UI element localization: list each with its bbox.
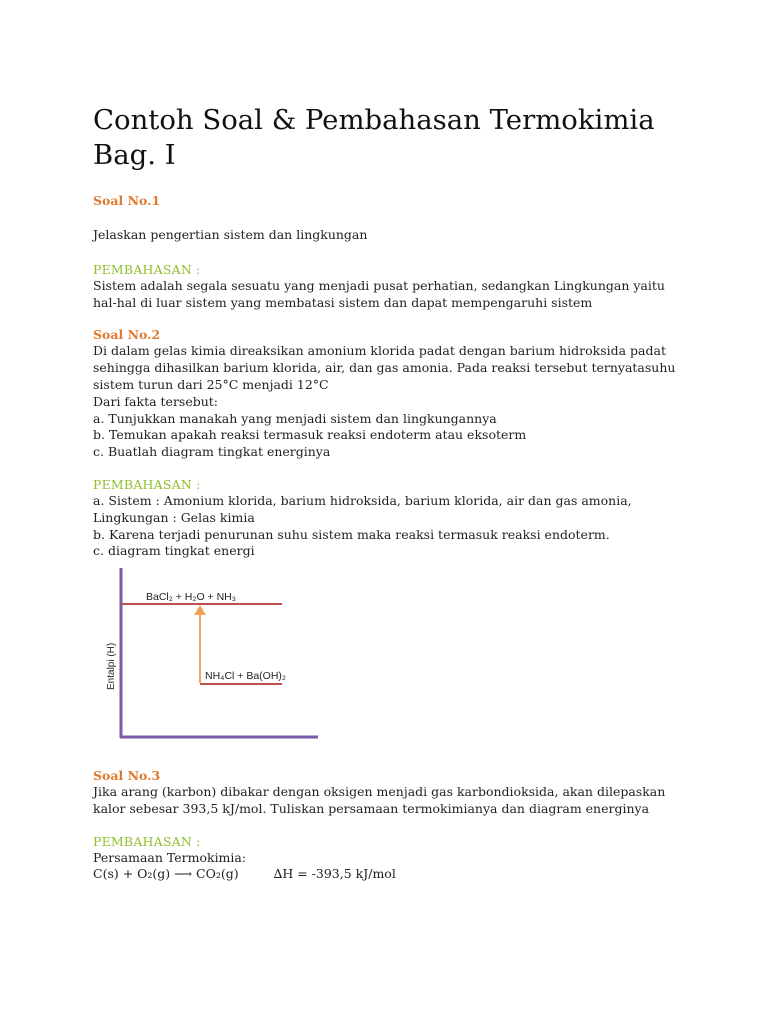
soal-2-line: Di dalam gelas kimia direaksikan amonium klorida padat dengan barium hidroksida padat <box>93 343 666 359</box>
soal-3-heading: Soal No.3 <box>93 768 161 783</box>
soal-3-line: kalor sebesar 393,5 kJ/mol. Tuliskan persamaan termokimianya dan diagram energinya <box>93 800 650 816</box>
thermochemical-equation <box>93 866 683 883</box>
soal-2-answer: c. diagram tingkat energi <box>93 543 255 559</box>
soal-2-answer: b. Karena terjadi penurunan suhu sistem maka reaksi termasuk reaksi endoterm. <box>93 526 610 542</box>
soal-2-line: c. Buatlah diagram tingkat energinya <box>93 444 331 460</box>
document-page <box>93 103 683 560</box>
equation-reaction: C(s) + O₂(g) ⟶ CO₂(g) <box>93 866 239 882</box>
product-label: BaCl₂ + H₂O + NH₃ <box>146 591 237 603</box>
arrow-head-icon <box>194 605 206 615</box>
y-axis-label: Entalpi (H) <box>106 642 117 690</box>
soal-2-line: sistem turun dari 25°C menjadi 12°C <box>93 376 329 392</box>
soal-1-answer: Sistem adalah segala sesuatu yang menjadi pusat perhatian, sedangkan Lingkungan yaitu hal-hal di luar sistem yang membatasi sistem dan dapat mempengaruhi sistem <box>93 277 665 310</box>
soal-3-pembahasan-heading: PEMBAHASAN : <box>93 833 201 849</box>
soal-3-section <box>93 768 683 883</box>
soal-1-question: Jelaskan pengertian sistem dan lingkungan <box>93 227 368 242</box>
soal-2-pembahasan-heading: PEMBAHASAN : <box>93 476 201 492</box>
energy-level-diagram <box>100 565 330 745</box>
soal-1-heading: Soal No.1 <box>93 193 161 208</box>
soal-2-answer: Lingkungan : Gelas kimia <box>93 509 255 525</box>
soal-2-heading: Soal No.2 <box>93 327 161 343</box>
reactant-label: NH₄Cl + Ba(OH)₂ <box>205 670 286 682</box>
soal-2-line: Dari fakta tersebut: <box>93 393 219 409</box>
soal-3-line: Jika arang (karbon) dibakar dengan oksigen menjadi gas karbondioksida, akan dilepaskan <box>93 784 666 799</box>
soal-2-line: b. Temukan apakah reaksi termasuk reaksi endoterm atau eksoterm <box>93 427 527 443</box>
persamaan-label: Persamaan Termokimia: <box>93 849 247 865</box>
soal-2-answer: a. Sistem : Amonium klorida, barium hidroksida, barium klorida, air dan gas amonia, <box>93 492 632 508</box>
page-title: Contoh Soal & Pembahasan Termokimia Bag. I <box>93 104 655 171</box>
equation-enthalpy: ∆H = -393,5 kJ/mol <box>273 866 396 882</box>
soal-2-line: a. Tunjukkan manakah yang menjadi sistem dan lingkungannya <box>93 410 497 426</box>
soal-2-line: sehingga dihasilkan barium klorida, air, dan gas amonia. Pada reaksi tersebut ternyatasuhu <box>93 360 676 376</box>
soal-1-pembahasan-heading: PEMBAHASAN : <box>93 261 201 277</box>
